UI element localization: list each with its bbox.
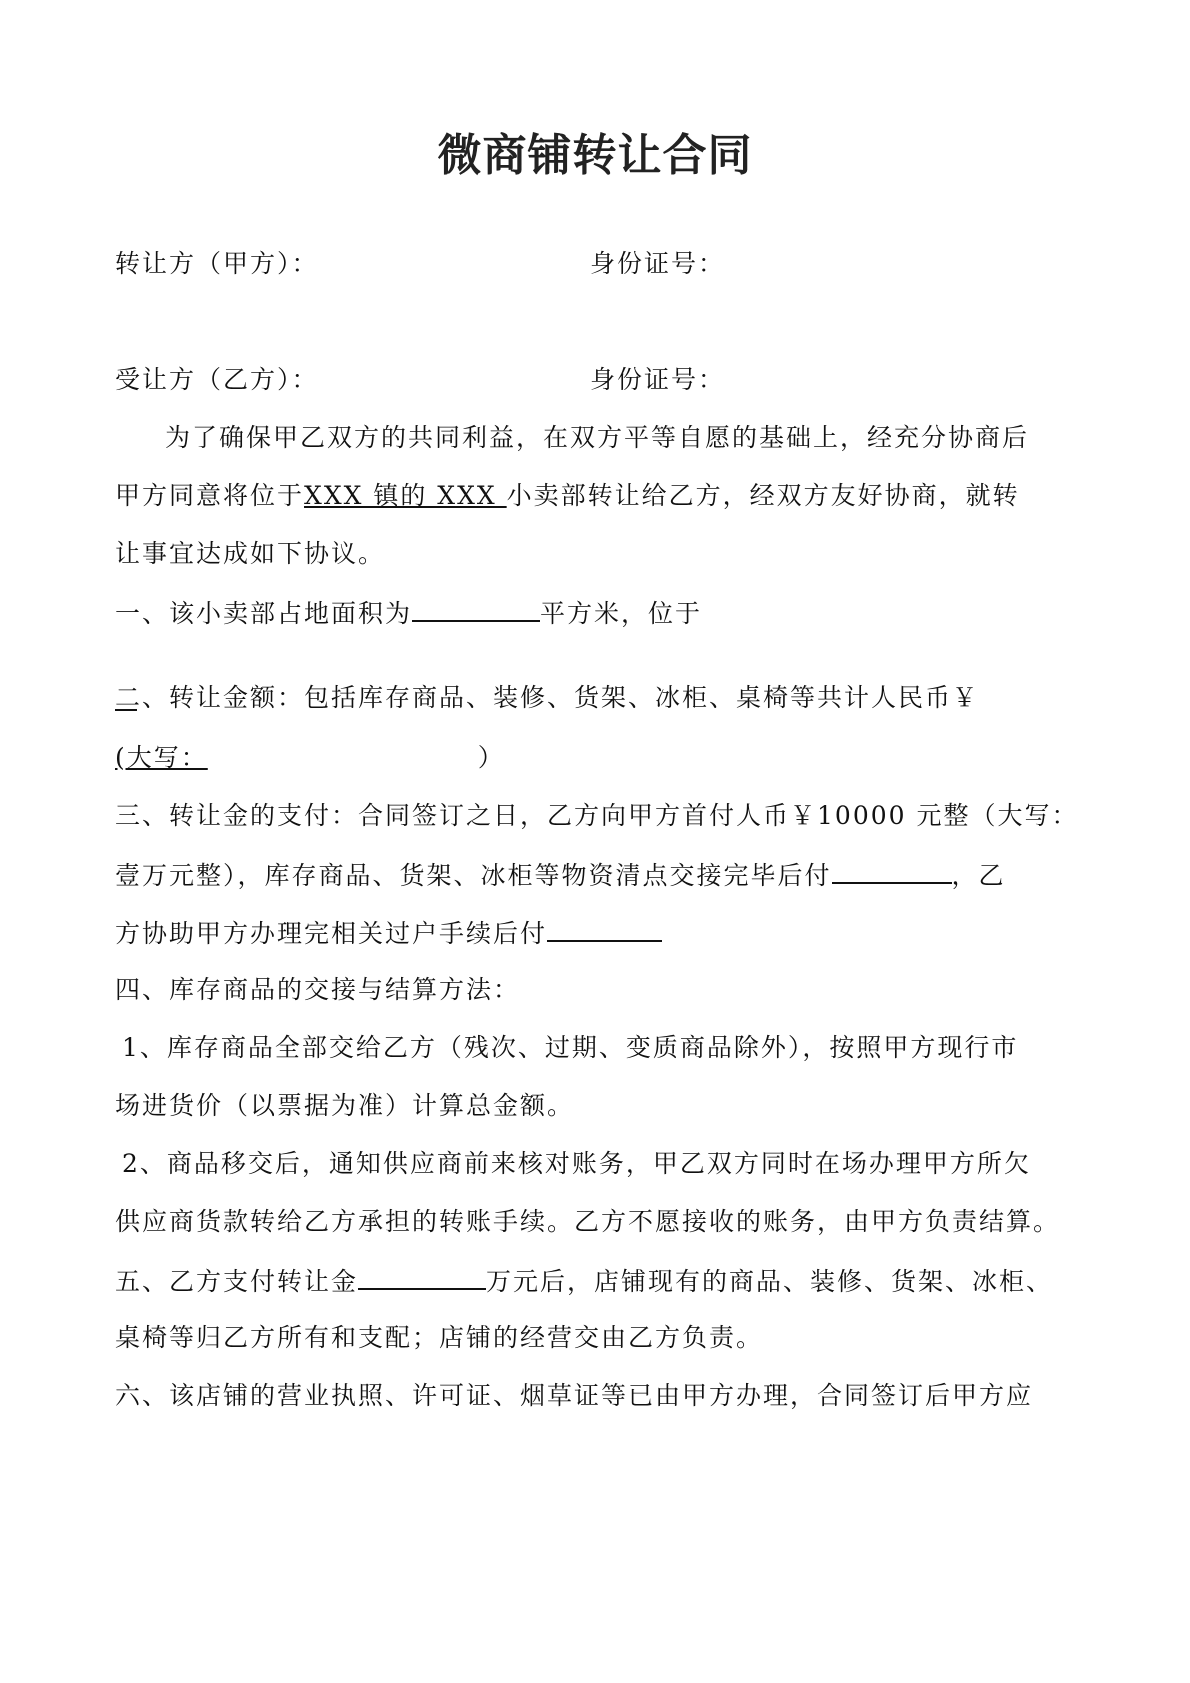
payment-blank-1 bbox=[832, 856, 952, 884]
clause-5-line-2: 桌椅等归乙方所有和支配；店铺的经营交由乙方负责。 bbox=[115, 1323, 764, 1352]
clause-1-start: 一、该小卖部占地面积为 bbox=[115, 599, 413, 628]
document-title: 微商铺转让合同 bbox=[437, 130, 753, 181]
clause-3-line-3 bbox=[115, 914, 662, 952]
clause-5-line-1 bbox=[115, 1262, 1053, 1300]
clause-3-line-2-end: ，乙 bbox=[951, 861, 1006, 890]
clause-3-line-2-start: 壹万元整），库存商品、货架、冰柜等物资清点交接完毕后付 bbox=[115, 861, 832, 890]
intro-line-2 bbox=[115, 478, 1020, 514]
shop-location: XXX 镇的 XXX bbox=[304, 481, 507, 510]
clause-3-line-1: 三、转让金的支付：合同签订之日，乙方向甲方首付人币￥10000 元整（大写： bbox=[115, 801, 1079, 830]
area-blank bbox=[412, 594, 540, 622]
clause-3-line-3-text: 方协助甲方办理完相关过户手续后付 bbox=[115, 919, 548, 948]
clause-3-line-2 bbox=[115, 856, 1006, 894]
clause-1 bbox=[115, 594, 702, 632]
party-b-label: 受让方（乙方）： bbox=[115, 365, 319, 394]
party-a-label: 转让方（甲方）： bbox=[115, 249, 319, 278]
intro-line-3: 让事宜达成如下协议。 bbox=[115, 539, 386, 568]
intro-line-1: 为了确保甲乙双方的共同利益，在双方平等自愿的基础上，经充分协商后 bbox=[165, 423, 1030, 452]
party-a-id-label: 身份证号： bbox=[590, 249, 726, 278]
clause-4-1-line-2: 场进货价（以票据为准）计算总金额。 bbox=[115, 1091, 575, 1120]
clause-5-end: 万元后，店铺现有的商品、装修、货架、冰柜、 bbox=[486, 1267, 1054, 1296]
intro-line-2-end: 小卖部转让给乙方，经双方友好协商，就转 bbox=[506, 481, 1020, 510]
clause-4-title: 四、库存商品的交接与结算方法： bbox=[115, 975, 521, 1004]
clause-2-line-1: 二、转让金额：包括库存商品、装修、货架、冰柜、桌椅等共计人民币￥ bbox=[115, 683, 980, 712]
amount-words-start: (大写： bbox=[115, 743, 208, 772]
clause-4-2-line-2: 供应商货款转给乙方承担的转账手续。乙方不愿接收的账务，由甲方负责结算。 bbox=[115, 1207, 1061, 1236]
clause-6-line-1: 六、该店铺的营业执照、许可证、烟草证等已由甲方办理，合同签订后甲方应 bbox=[115, 1381, 1034, 1410]
clause-4-1-line-1: 1、库存商品全部交给乙方（残次、过期、变质商品除外），按照甲方现行市 bbox=[122, 1033, 1019, 1062]
intro-line-2-start: 甲方同意将位于 bbox=[115, 481, 305, 510]
party-b-id-label: 身份证号： bbox=[590, 365, 726, 394]
amount-words-end: ） bbox=[477, 743, 505, 772]
clause-1-end: 平方米，位于 bbox=[540, 599, 703, 628]
clause-5-start: 五、乙方支付转让金 bbox=[115, 1267, 359, 1296]
transfer-amount-blank bbox=[358, 1262, 486, 1290]
clause-2-line-2 bbox=[115, 740, 505, 776]
payment-blank-2 bbox=[547, 914, 662, 942]
clause-4-2-line-1: 2、商品移交后，通知供应商前来核对账务，甲乙双方同时在场办理甲方所欠 bbox=[122, 1149, 1031, 1178]
